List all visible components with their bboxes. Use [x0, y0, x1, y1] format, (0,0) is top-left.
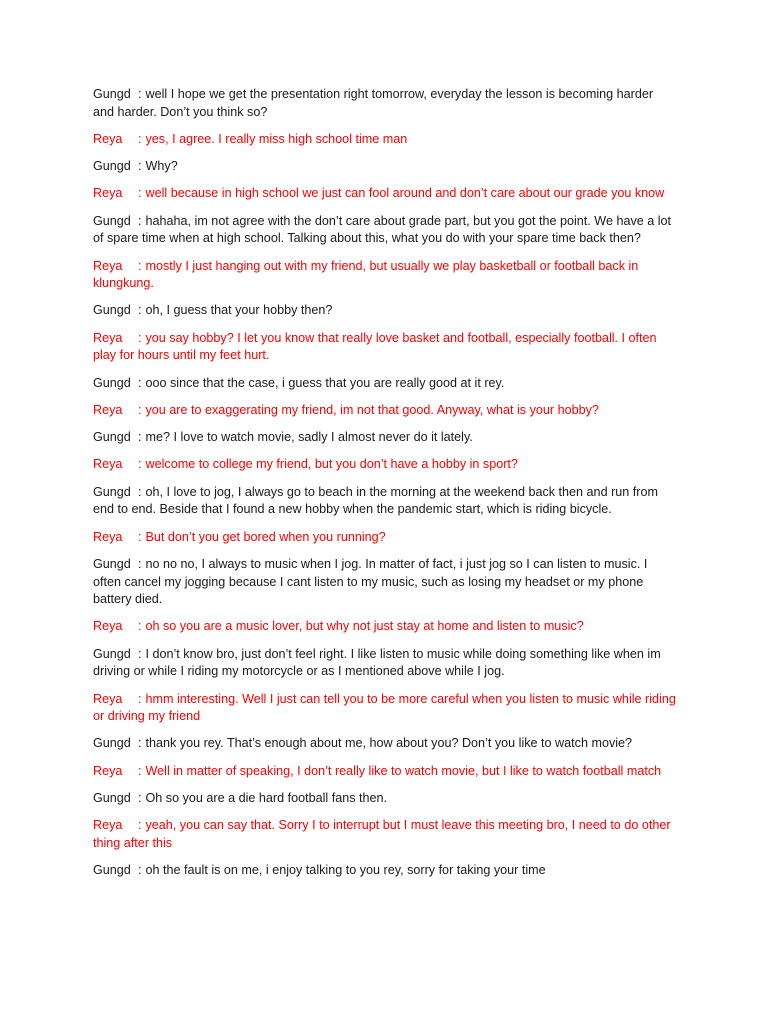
speaker-name: Reya [93, 186, 123, 201]
dialogue-line-gungd [93, 646, 676, 681]
speaker-name: Reya [93, 402, 123, 417]
dialogue-text-content: Well in matter of speaking, I don’t really like to watch movie, but I like to watch football match [145, 763, 662, 778]
dialogue-text-content: me? I love to watch movie, sadly I almost never do it lately. [145, 430, 473, 445]
dialogue-text-content: yes, I agree. I really miss high school time man [145, 131, 408, 146]
speaker-name: Reya [93, 691, 123, 706]
dialogue-transcript [93, 86, 676, 880]
speaker-name: Gungd [93, 430, 131, 445]
dialogue-line-reya [93, 618, 676, 636]
dialogue-text [93, 817, 676, 852]
speaker-name: Reya [93, 818, 123, 833]
speaker-name: Reya [93, 330, 123, 345]
speaker-name: Gungd [93, 303, 131, 318]
speaker-separator: : [138, 529, 142, 544]
dialogue-text [93, 429, 676, 447]
dialogue-text [93, 375, 676, 393]
speaker-separator: : [138, 484, 142, 499]
dialogue-text [93, 735, 676, 753]
dialogue-line-reya [93, 330, 676, 365]
dialogue-text-content: you are to exaggerating my friend, im not that good. Anyway, what is your hobby? [145, 402, 599, 417]
dialogue-text [93, 86, 676, 121]
dialogue-text-content: oh so you are a music lover, but why not just stay at home and listen to music? [145, 619, 584, 634]
speaker-separator: : [138, 303, 142, 318]
dialogue-text-content: Why? [145, 159, 178, 174]
dialogue-text [93, 456, 676, 474]
dialogue-line-reya [93, 258, 676, 293]
speaker-name: Gungd [93, 159, 131, 174]
dialogue-text-content: But don’t you get bored when you running? [145, 529, 386, 544]
dialogue-text-content: no no no, I always to music when I jog. In matter of fact, i just jog so I can listen to music. I often cancel my jogging because I cant listen to my music, such as losing my headset or my phone battery died. [93, 556, 648, 607]
speaker-separator: : [138, 159, 142, 174]
speaker-name: Reya [93, 258, 123, 273]
dialogue-text-content: hahaha, im not agree with the don’t care about grade part, but you got the point. We have a lot of spare time when at high school. Talking about this, what you do with your spare time back then? [93, 213, 672, 246]
dialogue-text-content: welcome to college my friend, but you don’t have a hobby in sport? [145, 457, 518, 472]
speaker-separator: : [138, 330, 142, 345]
dialogue-text-content: yeah, you can say that. Sorry I to interrupt but I must leave this meeting bro, I need to do other thing after this [93, 818, 671, 850]
dialogue-text [93, 302, 676, 320]
dialogue-line-reya [93, 763, 676, 781]
speaker-name: Gungd [93, 87, 131, 101]
speaker-separator: : [138, 131, 142, 146]
dialogue-line-gungd [93, 375, 676, 393]
dialogue-line-gungd [93, 86, 676, 121]
dialogue-line-gungd [93, 158, 676, 176]
dialogue-line-gungd [93, 484, 676, 519]
dialogue-text [93, 258, 676, 293]
dialogue-line-gungd [93, 735, 676, 753]
speaker-separator: : [138, 556, 142, 571]
speaker-separator: : [138, 646, 142, 661]
speaker-separator: : [138, 736, 142, 751]
speaker-name: Gungd [93, 646, 131, 661]
dialogue-line-reya [93, 529, 676, 547]
dialogue-text [93, 330, 676, 365]
dialogue-text-content: oh the fault is on me, i enjoy talking to you rey, sorry for taking your time [145, 863, 546, 878]
dialogue-line-gungd [93, 302, 676, 320]
dialogue-text [93, 131, 676, 149]
dialogue-text [93, 618, 676, 636]
dialogue-line-gungd [93, 429, 676, 447]
dialogue-text-content: oh, I love to jog, I always go to beach in the morning at the weekend back then and run from end to end. Beside that I found a new hobby when the pandemic start, which is riding bicycle. [93, 484, 658, 517]
speaker-name: Gungd [93, 213, 131, 228]
speaker-name: Reya [93, 131, 123, 146]
dialogue-line-gungd [93, 790, 676, 808]
dialogue-text [93, 484, 676, 519]
dialogue-text-content: I don’t know bro, just don’t feel right. I like listen to music while doing something like when im driving or while I riding my motorcycle or as I mentioned above while I jog. [93, 646, 661, 679]
speaker-name: Reya [93, 457, 123, 472]
dialogue-line-reya [93, 456, 676, 474]
speaker-separator: : [138, 186, 142, 201]
speaker-separator: : [138, 258, 142, 273]
speaker-name: Reya [93, 763, 123, 778]
speaker-name: Reya [93, 529, 123, 544]
speaker-separator: : [138, 863, 142, 878]
dialogue-text-content: Oh so you are a die hard football fans then. [145, 790, 388, 805]
speaker-separator: : [138, 402, 142, 417]
speaker-separator: : [138, 87, 142, 101]
speaker-name: Gungd [93, 736, 131, 751]
dialogue-text-content: you say hobby? I let you know that really love basket and football, especially football. I often play for hours until my feet hurt. [93, 330, 657, 363]
dialogue-text-content: hmm interesting. Well I just can tell you to be more careful when you listen to music while riding or driving my friend [93, 691, 676, 724]
speaker-name: Gungd [93, 375, 131, 390]
dialogue-text-content: mostly I just hanging out with my friend, but usually we play basketball or football back in klungkung. [93, 258, 639, 291]
dialogue-text [93, 529, 676, 547]
dialogue-text-content: well I hope we get the presentation right tomorrow, everyday the lesson is becoming harder and harder. Don’t you think so? [93, 87, 654, 119]
dialogue-line-reya [93, 691, 676, 726]
dialogue-text [93, 862, 676, 880]
dialogue-text [93, 556, 676, 609]
speaker-separator: : [138, 691, 142, 706]
dialogue-text [93, 646, 676, 681]
dialogue-line-reya [93, 402, 676, 420]
speaker-separator: : [138, 457, 142, 472]
speaker-name: Gungd [93, 863, 131, 878]
dialogue-text-content: ooo since that the case, i guess that you are really good at it rey. [145, 375, 505, 390]
speaker-separator: : [138, 213, 142, 228]
speaker-name: Reya [93, 619, 123, 634]
dialogue-text [93, 185, 676, 203]
dialogue-text [93, 790, 676, 808]
speaker-separator: : [138, 763, 142, 778]
dialogue-line-gungd [93, 213, 676, 248]
dialogue-text-content: thank you rey. That’s enough about me, how about you? Don’t you like to watch movie? [145, 736, 633, 751]
speaker-separator: : [138, 375, 142, 390]
dialogue-text [93, 763, 676, 781]
dialogue-text-content: oh, I guess that your hobby then? [145, 303, 333, 318]
speaker-separator: : [138, 430, 142, 445]
dialogue-line-gungd [93, 862, 676, 880]
dialogue-text-content: well because in high school we just can fool around and don’t care about our grade you know [145, 186, 665, 201]
speaker-separator: : [138, 818, 142, 833]
speaker-name: Gungd [93, 484, 131, 499]
dialogue-line-reya [93, 817, 676, 852]
dialogue-text [93, 213, 676, 248]
speaker-name: Gungd [93, 556, 131, 571]
dialogue-text [93, 691, 676, 726]
dialogue-text [93, 402, 676, 420]
dialogue-text [93, 158, 676, 176]
speaker-name: Gungd [93, 790, 131, 805]
dialogue-line-gungd [93, 556, 676, 609]
speaker-separator: : [138, 619, 142, 634]
dialogue-line-reya [93, 185, 676, 203]
speaker-separator: : [138, 790, 142, 805]
dialogue-line-reya [93, 131, 676, 149]
